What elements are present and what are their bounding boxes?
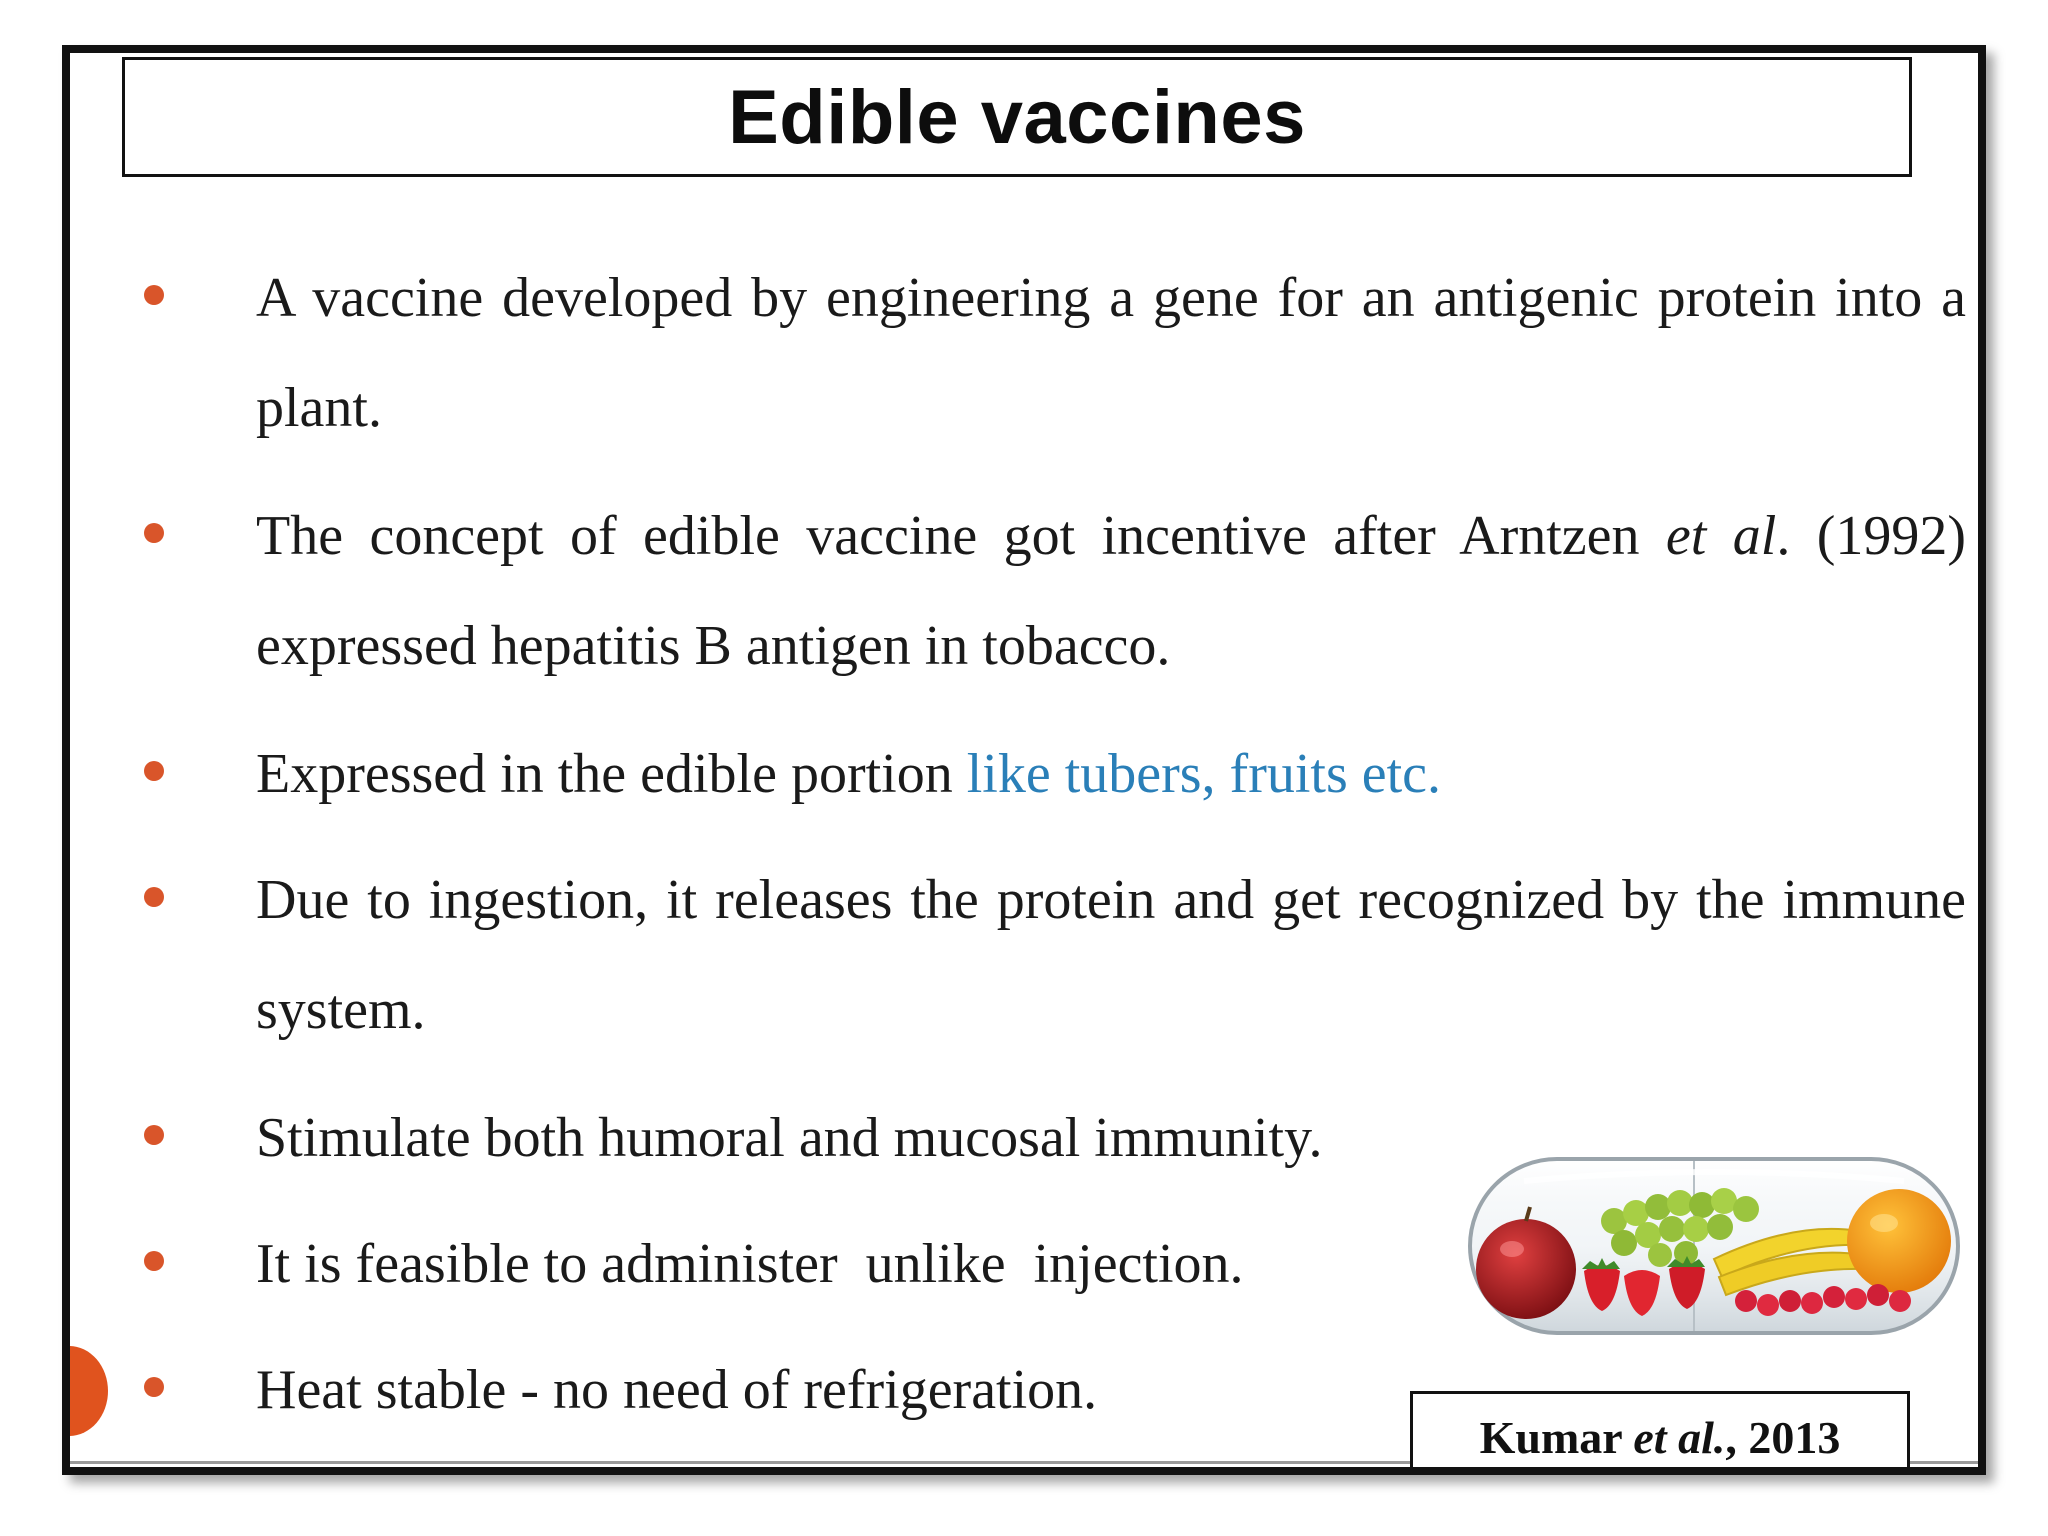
bullet-dot-icon xyxy=(144,1125,164,1145)
bullet-text-part: Heat stable - no need of refrigeration. xyxy=(256,1359,1098,1421)
bullet-dot-icon xyxy=(144,1251,164,1271)
citation-etal: et al. xyxy=(1633,1411,1726,1463)
bullet-text-part: Stimulate both humoral and mucosal immunity. xyxy=(256,1107,1323,1169)
citation-year: , 2013 xyxy=(1725,1411,1841,1463)
bullet-text-part: . (1992) expressed hepatitis B antigen in tobacco. xyxy=(256,505,1967,677)
fruit-capsule-image xyxy=(1464,1151,1964,1341)
bullet-text-part: Due to ingestion, it releases the protein and get recognized by the immune system. xyxy=(256,869,1966,1041)
slide-title: Edible vaccines xyxy=(728,74,1306,160)
apple-icon xyxy=(1476,1219,1576,1319)
bullet-text-part: Expressed in the edible portion xyxy=(256,743,967,805)
citation-box xyxy=(1410,1391,1910,1475)
bullet-dot-icon xyxy=(144,1377,164,1397)
bullet-dot-icon xyxy=(144,761,164,781)
bullet-text xyxy=(256,719,1966,829)
bullet-text-italic: et al xyxy=(1665,505,1777,567)
bullet-text xyxy=(256,243,1966,463)
bullet-dot-icon xyxy=(144,285,164,305)
orange-icon xyxy=(1847,1189,1951,1293)
bullet-text-highlight: like tubers, fruits etc. xyxy=(966,743,1442,805)
bullet-text-part: It is feasible to administer unlike injection. xyxy=(256,1233,1244,1295)
title-box xyxy=(122,57,1912,177)
bullet-text-part: The concept of edible vaccine got incentive after Arntzen xyxy=(256,505,1666,567)
bullet-dot-icon xyxy=(144,523,164,543)
citation-author: Kumar xyxy=(1479,1411,1634,1463)
bullet-text-part: A vaccine developed by engineering a gene for an antigenic protein into a plant. xyxy=(256,267,1966,439)
bullet-text xyxy=(256,845,1966,1065)
bullet-text xyxy=(256,481,1966,701)
slide xyxy=(62,45,1986,1475)
orange-semicircle-decoration xyxy=(62,1346,108,1436)
bullet-dot-icon xyxy=(144,887,164,907)
